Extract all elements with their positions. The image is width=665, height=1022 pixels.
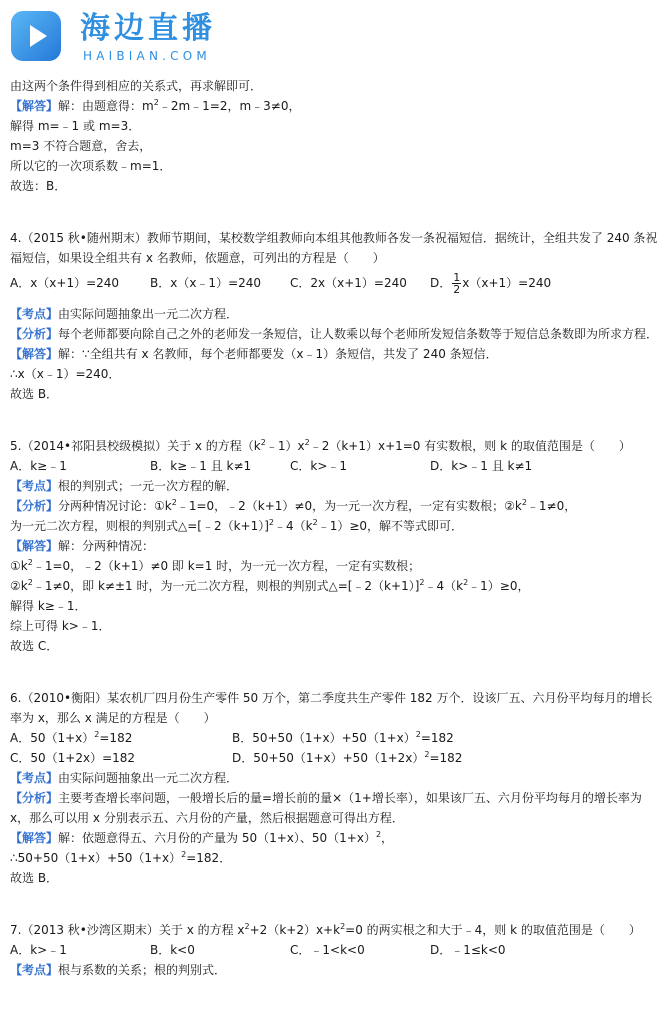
- q6-line-2: $\therefore 50+50(1+x)+50(1+x)^2=182$．: [10, 850, 232, 865]
- q6-option-a: A．$50(1+x)^2=182$: [10, 730, 133, 745]
- q4-option-a: A．x（x+1）=240: [10, 276, 120, 290]
- q5-fenxi: 【分析】分两种情况讨论：$①k^2﹣1=0$，﹣2（k+1）≠0，为一元一次方程，一定有实数根；$②k^2﹣1\ne 0$，: [10, 498, 577, 513]
- q5-options: [10, 456, 660, 476]
- play-logo-icon: [10, 10, 62, 62]
- q7-options: [10, 940, 660, 960]
- q4-stem: 4.（2015 秋•随州期末）教师节期间，某校数学组教师向本组其他教师各发一条祝福短信．据统计，全组共发了 240 条祝福短信，如果设全组共有 x 名教师，依题意，可列出的方程是（ ）: [10, 231, 658, 265]
- q5-jieda: 【解答】解：分两种情况：: [10, 539, 155, 553]
- q5-line-5: 综上可得 k>﹣1．: [10, 619, 111, 633]
- q7-option-d: D．﹣1≤k<0: [430, 943, 506, 957]
- q4-kaodian: 【考点】由实际问题抽象出一元二次方程．: [10, 307, 239, 321]
- q4-option-c: C．2x（x+1）=240: [290, 276, 407, 290]
- document-body: [10, 76, 660, 980]
- q6-option-d: D．$50+50(1+x)+50(1+2x)^2=182$: [232, 750, 463, 765]
- q6-fenxi: 【分析】主要考查增长率问题，一般增长后的量=增长前的量×（1+增长率），如果该厂五、六月份平均每月的增长率为 x，那么可以用 x 分别表示五、六月份的产量，然后根据题意可得出方程．: [10, 791, 642, 825]
- q5-fenxi-2: 为一元二次方程，则根的判别式$\triangle=[﹣2(k+1)]^2﹣4(k^2﹣1)\ge 0$，解不等式即可．: [10, 518, 464, 533]
- q3-line-4: 所以它的一次项系数﹣m=1．: [10, 159, 172, 173]
- q5-stem: 5.（2014•祁阳县校级模拟）关于 x 的方程$(k^2﹣1)x^2﹣2(k+1)x+1=0$ 有实数根，则 k 的取值范围是（ ）: [10, 438, 631, 453]
- q4-option-b: B．x（x﹣1）=240: [150, 276, 262, 290]
- q3-line-3: m=3 不符合题意，舍去，: [10, 139, 152, 153]
- q7-option-a: A．k>﹣1: [10, 943, 67, 957]
- q4-option-d: D． $\frac{1}{2}$ x（x+1）=240: [430, 270, 552, 296]
- fraction-one-half: $\frac{1}{2}$: [453, 270, 461, 296]
- q3-jieda-line: 【解答】解：由题意得：$m^2﹣2m﹣1=2$，m﹣3≠0，: [10, 98, 301, 113]
- q4-jieda: 【解答】解：∵全组共有 x 名教师，每个老师都要发（x﹣1）条短信，共发了 240 条短信．: [10, 347, 498, 361]
- q6-stem: 6.（2010•衡阳）某农机厂四月份生产零件 50 万个，第二季度共生产零件 182 万个．设该厂五、六月份平均每月的增长率为 x，那么 x 满足的方程是（ ）: [10, 691, 653, 725]
- q6-options-row-1: [10, 728, 660, 748]
- logo-chinese-text: 海边直播: [80, 11, 216, 46]
- q7-option-c: C．﹣1<k<0: [290, 943, 365, 957]
- q4-answer: 故选 B．: [10, 387, 59, 401]
- q5-answer: 故选 C．: [10, 639, 59, 653]
- q5-option-d: D．k>﹣1 且 k≠1: [430, 459, 533, 473]
- q3-line-2: 解得 m=﹣1 或 m=3．: [10, 119, 141, 133]
- q5-line-2: $①k^2﹣1=0$，﹣2（k+1）≠0 即 k=1 时，为一元一次方程，一定有实数根；: [10, 558, 421, 573]
- q6-option-b: B．$50+50(1+x)+50(1+x)^2=182$: [232, 730, 454, 745]
- q4-options: [10, 268, 660, 298]
- q6-option-c: C．50（1+2x）=182: [10, 751, 136, 765]
- q6-answer: 故选 B．: [10, 871, 59, 885]
- q5-kaodian: 【考点】根的判别式；一元一次方程的解．: [10, 479, 239, 493]
- q3-intro: 由这两个条件得到相应的关系式，再求解即可．: [10, 79, 263, 93]
- q3-answer: 故选：B．: [10, 179, 67, 193]
- q7-kaodian: 【考点】根与系数的关系；根的判别式．: [10, 963, 227, 977]
- q5-option-a: A．k≥﹣1: [10, 459, 67, 473]
- haibian-logo: [10, 8, 310, 64]
- q4-line-2: ∴x（x﹣1）=240．: [10, 367, 121, 381]
- q4-fenxi: 【分析】每个老师都要向除自己之外的老师发一条短信，让人数乘以每个老师所发短信条数等于短信总条数即为所求方程．: [10, 327, 659, 341]
- q7-option-b: B．k<0: [150, 943, 195, 957]
- q5-option-b: B．k≥﹣1 且 k≠1: [150, 459, 252, 473]
- q6-kaodian: 【考点】由实际问题抽象出一元二次方程．: [10, 771, 239, 785]
- q7-stem: 7.（2013 秋•沙湾区期末）关于 x 的方程 $x^2+2(k+2)x+k^2=0$ 的两实根之和大于﹣4，则 k 的取值范围是（ ）: [10, 922, 641, 937]
- q6-jieda: 【解答】解：依题意得五、六月份的产量为 50（1+x）、$50(1+x)^2$，: [10, 830, 394, 845]
- q5-option-c: C．k>﹣1: [290, 459, 348, 473]
- q5-line-3: $②k^2﹣1\ne 0$，即 k≠±1 时，为一元二次方程，则根的判别式$\triangle=[﹣2(k+1)]^2﹣4(k^2﹣1)\ge 0$，: [10, 578, 530, 593]
- q5-line-4: 解得 k≥﹣1．: [10, 599, 87, 613]
- jieda-tag: 【解答】: [10, 99, 59, 113]
- logo-english-text: HAIBIAN.COM: [83, 49, 211, 63]
- q6-options-row-2: [10, 748, 660, 768]
